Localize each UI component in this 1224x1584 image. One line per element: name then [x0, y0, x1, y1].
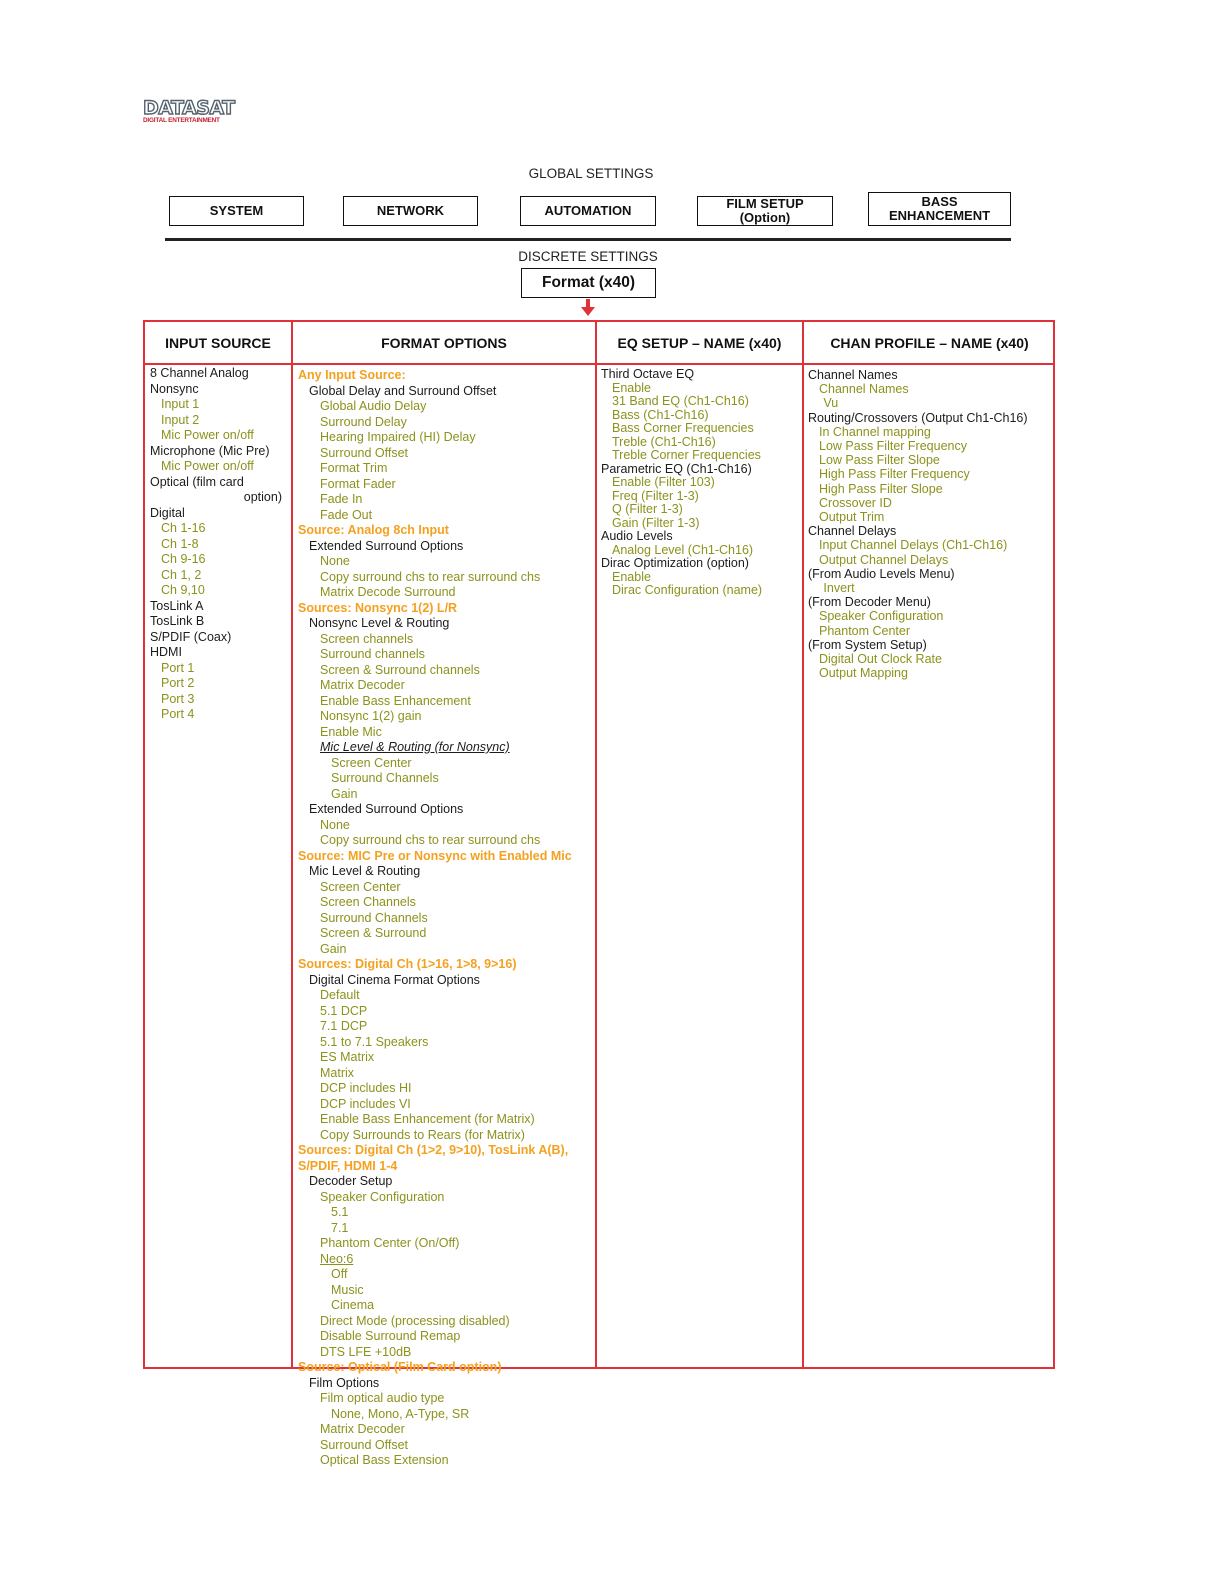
table-line: Surround channels	[320, 647, 425, 661]
table-line: High Pass Filter Frequency	[819, 467, 970, 482]
table-line: Ch 1-16	[161, 521, 206, 535]
table-line: Ch 9-16	[161, 552, 206, 566]
table-line: Source: Analog 8ch Input	[298, 523, 449, 537]
table-line: Nonsync 1(2) gain	[320, 709, 422, 723]
table-line: Speaker Configuration	[819, 609, 944, 624]
table-line: Mic Level & Routing	[309, 864, 421, 878]
table-line: Ch 9,10	[161, 583, 205, 597]
table-line: Direct Mode (processing disabled)	[320, 1313, 510, 1328]
table-line: Mic Power on/off	[161, 459, 254, 473]
table-line: Global Delay and Surround Offset	[309, 383, 497, 398]
table-line: TosLink B	[150, 614, 205, 628]
table-line: Optical (film card	[150, 474, 244, 489]
header-separator	[145, 363, 1053, 365]
global-settings-caption: GLOBAL SETTINGS	[528, 166, 654, 181]
table-line: (From Audio Levels Menu)	[808, 566, 955, 581]
table-line: High Pass Filter Slope	[819, 481, 943, 496]
column-separator	[595, 322, 597, 1367]
table-line: Copy surround chs to rear surround chs	[320, 833, 541, 847]
table-line: Ch 1, 2	[161, 567, 202, 582]
table-line: DCP includes VI	[320, 1096, 411, 1111]
table-line: Extended Surround Options	[309, 802, 464, 816]
table-line: Film Options	[309, 1375, 380, 1390]
eq-setup-column	[601, 368, 762, 598]
table-line: Source: Optical (Film Card option)	[298, 1360, 502, 1374]
table-line: Parametric EQ (Ch1-Ch16)	[601, 461, 752, 476]
table-line: Input 2	[161, 412, 200, 427]
discrete-settings-caption: DISCRETE SETTINGS	[518, 249, 658, 264]
table-line: DTS LFE +10dB	[320, 1344, 412, 1359]
datasat-logo	[143, 99, 235, 124]
table-line: Format Fader	[320, 476, 396, 491]
table-line: Channel Names	[808, 368, 898, 382]
table-line: Enable (Filter 103)	[612, 475, 715, 489]
table-line: Output Trim	[819, 510, 885, 525]
table-line: Low Pass Filter Frequency	[819, 439, 967, 454]
format-options-column	[298, 368, 572, 1469]
table-line: Port 4	[161, 707, 195, 721]
table-line: 5.1 to 7.1 Speakers	[320, 1034, 429, 1049]
table-line: Surround Offset	[320, 445, 409, 460]
table-line: Input Channel Delays (Ch1-Ch16)	[819, 538, 1008, 553]
table-line: Third Octave EQ	[601, 367, 695, 381]
table-line: In Channel mapping	[819, 424, 931, 439]
table-line: Matrix	[320, 1065, 355, 1080]
table-line: Audio Levels	[601, 529, 673, 543]
chan-profile-column	[808, 368, 1028, 680]
header-input-source: INPUT SOURCE	[165, 334, 271, 351]
table-line: Format Trim	[320, 461, 388, 475]
table-line: Output Channel Delays	[819, 552, 949, 567]
table-line: Screen Channels	[320, 895, 416, 909]
table-line: 31 Band EQ (Ch1-Ch16)	[612, 394, 749, 408]
table-line: Crossover ID	[819, 495, 892, 510]
table-line: Global Audio Delay	[320, 399, 427, 413]
table-line: Phantom Center (On/Off)	[320, 1236, 460, 1250]
table-line: Copy Surrounds to Rears (for Matrix)	[320, 1127, 525, 1142]
column-separator	[291, 322, 293, 1367]
table-line: Analog Level (Ch1-Ch16)	[612, 542, 754, 557]
table-line: Optical Bass Extension	[320, 1453, 449, 1467]
table-line: Mic Level & Routing (for Nonsync)	[320, 740, 510, 754]
table-line: Digital Cinema Format Options	[309, 972, 480, 987]
system-box: SYSTEM	[169, 196, 304, 226]
table-line: 7.1 DCP	[320, 1019, 368, 1033]
table-line: Port 3	[161, 691, 195, 706]
table-line: Copy surround chs to rear surround chs	[320, 569, 541, 584]
table-line: TosLink A	[150, 598, 204, 613]
table-line: Enable Bass Enhancement (for Matrix)	[320, 1112, 535, 1126]
table-line: 5.1 DCP	[320, 1003, 368, 1018]
table-line: Nonsync Level & Routing	[309, 616, 450, 630]
table-line: Bass Corner Frequencies	[612, 421, 754, 435]
table-line: Surround Channels	[320, 910, 428, 925]
table-line: DCP includes HI	[320, 1081, 412, 1095]
table-line: Sources: Digital Ch (1>2, 9>10), TosLink A(B),	[298, 1143, 569, 1157]
table-line: HDMI	[150, 645, 182, 659]
table-line: Screen Center	[331, 755, 412, 770]
film-setup-box: FILM SETUP (Option)	[697, 196, 833, 226]
automation-box: AUTOMATION	[520, 196, 656, 226]
table-line: Channel Names	[819, 382, 909, 397]
table-line: Fade In	[320, 492, 363, 506]
table-line: Output Mapping	[819, 666, 908, 681]
format-box: Format (x40)	[521, 268, 656, 298]
bass-enhancement-box: BASS ENHANCEMENT	[868, 192, 1011, 226]
table-line: Routing/Crossovers (Output Ch1-Ch16)	[808, 410, 1028, 425]
table-line: Low Pass Filter Slope	[819, 453, 940, 468]
table-line: Ch 1-8	[161, 536, 199, 551]
table-line: Enable Mic	[320, 724, 382, 739]
table-line: Matrix Decoder	[320, 1422, 405, 1436]
table-line: Port 2	[161, 676, 195, 690]
table-line: option)	[243, 490, 282, 504]
table-line: Matrix Decoder	[320, 678, 405, 692]
table-line: Neo:6	[320, 1251, 354, 1266]
table-line: Default	[320, 988, 360, 1002]
table-line: Enable	[612, 380, 651, 395]
table-line: Extended Surround Options	[309, 538, 464, 553]
table-line: Channel Delays	[808, 524, 897, 539]
table-line: Source: MIC Pre or Nonsync with Enabled Mic	[298, 848, 572, 863]
table-line: Digital Out Clock Rate	[819, 652, 942, 667]
table-line: Screen & Surround	[320, 926, 427, 940]
table-line: None	[320, 817, 350, 832]
table-line: Phantom Center	[819, 623, 911, 638]
table-line: Treble (Ch1-Ch16)	[612, 434, 716, 449]
table-line: Screen Center	[320, 879, 401, 894]
table-line: (From Decoder Menu)	[808, 595, 931, 610]
section-divider	[165, 238, 1011, 241]
input-source-column	[150, 366, 282, 723]
table-line: Off	[331, 1267, 348, 1281]
logo-tagline: DIGITAL ENTERTAINMENT	[143, 117, 220, 124]
table-line: Disable Surround Remap	[320, 1329, 461, 1343]
table-line: None, Mono, A-Type, SR	[331, 1406, 470, 1421]
table-line: (From System Setup)	[808, 637, 927, 652]
table-line: Dirac Optimization (option)	[601, 556, 749, 570]
logo-wordmark: DATASAT	[143, 97, 235, 119]
table-line: Surround Offset	[320, 1437, 409, 1452]
table-line: Decoder Setup	[309, 1174, 393, 1188]
header-format-options: FORMAT OPTIONS	[381, 334, 507, 351]
settings-table	[143, 320, 1055, 1467]
table-line: 8 Channel Analog	[150, 366, 249, 380]
table-line: Gain (Filter 1-3)	[612, 515, 700, 530]
table-line: Bass (Ch1-Ch16)	[612, 407, 709, 422]
table-line: Mic Power on/off	[161, 428, 254, 442]
table-line: Surround Channels	[331, 771, 439, 785]
table-line: Surround Delay	[320, 414, 407, 429]
table-line: Fade Out	[320, 507, 373, 522]
table-line: Any Input Source:	[298, 368, 406, 382]
table-line: S/PDIF, HDMI 1-4	[298, 1158, 398, 1173]
table-line: Film optical audio type	[320, 1391, 445, 1405]
table-line: Invert	[823, 581, 855, 596]
table-line: Digital	[150, 505, 185, 520]
table-line: Enable Bass Enhancement	[320, 693, 471, 708]
table-line: Enable	[612, 569, 651, 584]
table-line: Gain	[331, 786, 358, 801]
down-arrow-icon	[581, 299, 595, 317]
table-line: Sources: Nonsync 1(2) L/R	[298, 600, 458, 615]
table-line: Q (Filter 1-3)	[612, 502, 683, 516]
table-line: Gain	[320, 941, 347, 956]
network-box: NETWORK	[343, 196, 478, 226]
table-line: Port 1	[161, 660, 195, 675]
table-line: ES Matrix	[320, 1050, 375, 1064]
table-line: Dirac Configuration (name)	[612, 583, 763, 597]
table-line: Freq (Filter 1-3)	[612, 488, 699, 503]
table-line: 7.1	[331, 1220, 349, 1235]
table-line: Screen channels	[320, 631, 414, 646]
table-line: Music	[331, 1282, 364, 1297]
column-separator	[802, 322, 804, 1367]
header-eq-setup: EQ SETUP – NAME (x40)	[617, 334, 782, 351]
header-chan-profile: CHAN PROFILE – NAME (x40)	[830, 334, 1029, 351]
table-line: Screen & Surround channels	[320, 662, 480, 677]
table-line: Nonsync	[150, 381, 199, 396]
table-line: Treble Corner Frequencies	[612, 448, 761, 462]
table-line: Matrix Decode Surround	[320, 585, 456, 599]
table-line: Vu	[823, 396, 839, 411]
table-line: Speaker Configuration	[320, 1189, 445, 1204]
table-line: Sources: Digital Ch (1>16, 1>8, 9>16)	[298, 957, 517, 971]
table-line: Hearing Impaired (HI) Delay	[320, 430, 476, 444]
table-line: S/PDIF (Coax)	[150, 629, 232, 644]
table-line: Microphone (Mic Pre)	[150, 443, 270, 458]
table-line: None	[320, 554, 350, 568]
table-line: 5.1	[331, 1205, 349, 1219]
table-line: Cinema	[331, 1298, 375, 1312]
table-line: Input 1	[161, 397, 200, 411]
